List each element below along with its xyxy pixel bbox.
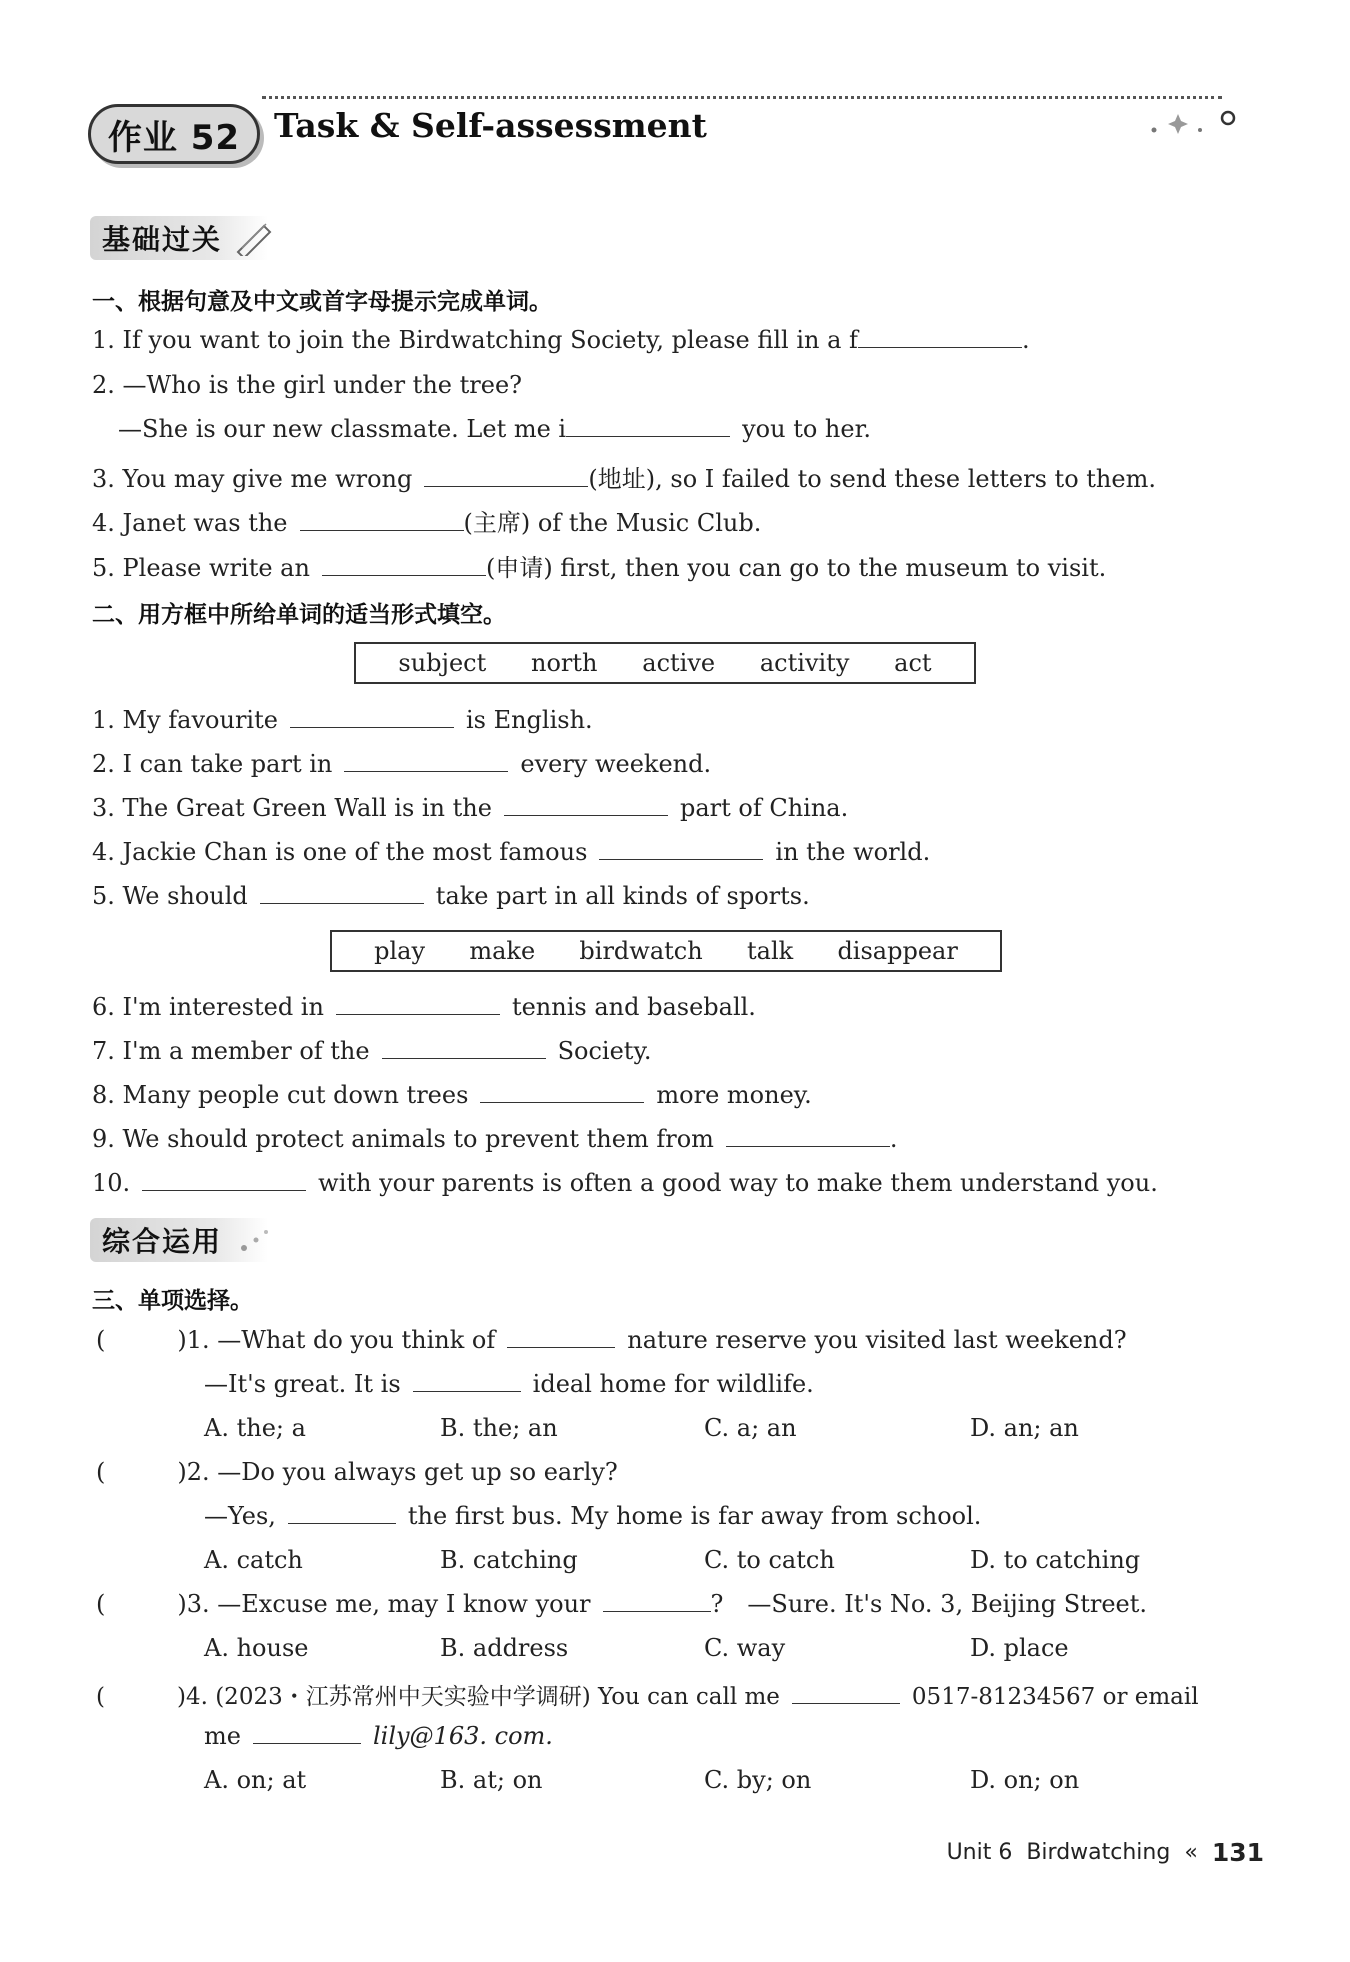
word-box-item: play (374, 937, 426, 965)
mc-question-2: ( )2. —Do you always get up so early? (96, 1458, 618, 1486)
p1-question-4: 4. Janet was the (主席) of the Music Club. (92, 509, 762, 537)
mc-question-4-cont: me lily@163. com. (204, 1722, 553, 1750)
sparkle-trail-icon (234, 1224, 274, 1258)
p1-question-1: 1. If you want to join the Birdwatching Society, please fill in a f . (92, 326, 1030, 354)
answer-blank[interactable] (504, 795, 668, 816)
p2-question-2: 2. I can take part in every weekend. (92, 750, 712, 778)
answer-blank[interactable] (726, 1126, 890, 1147)
answer-blank[interactable] (599, 839, 763, 860)
mc3-option-d[interactable]: D. place (970, 1634, 1069, 1662)
header-dotted-line (262, 96, 1222, 99)
mc-question-2-reply: —Yes, the first bus. My home is far away from school. (204, 1502, 982, 1530)
answer-blank[interactable] (344, 751, 508, 772)
answer-blank[interactable] (288, 1503, 396, 1524)
answer-blank[interactable] (792, 1683, 900, 1704)
p1-question-5: 5. Please write an (申请) first, then you can go to the museum to visit. (92, 554, 1107, 582)
word-box-1 (354, 642, 976, 684)
p2-question-4: 4. Jackie Chan is one of the most famous in the world. (92, 838, 931, 866)
homework-number-badge: 作业 52 (88, 104, 260, 164)
mc2-option-c[interactable]: C. to catch (704, 1546, 835, 1574)
sparkle-icon (1148, 104, 1238, 140)
section-tab-comprehensive (90, 1218, 268, 1262)
p1-question-2: 2. —Who is the girl under the tree? (92, 371, 523, 399)
mc2-option-b[interactable]: B. catching (440, 1546, 578, 1574)
mc2-option-d[interactable]: D. to catching (970, 1546, 1141, 1574)
mc-question-3: ( )3. —Excuse me, may I know your ? —Sure. It's No. 3, Beijing Street. (96, 1590, 1148, 1618)
mc3-option-b[interactable]: B. address (440, 1634, 569, 1662)
mc1-option-a[interactable]: A. the; a (204, 1414, 306, 1442)
mc4-option-c[interactable]: C. by; on (704, 1766, 812, 1794)
answer-blank[interactable] (382, 1038, 546, 1059)
email-address: lily@163. com. (372, 1722, 553, 1750)
answer-blank[interactable] (253, 1723, 361, 1744)
answer-blank[interactable] (566, 416, 730, 437)
p2-question-1: 1. My favourite is English. (92, 706, 593, 734)
word-box-item: act (894, 649, 932, 677)
mc1-option-c[interactable]: C. a; an (704, 1414, 797, 1442)
word-box-item: subject (398, 649, 487, 677)
word-box-item: activity (759, 649, 850, 677)
word-box-item: north (531, 649, 598, 677)
mc4-option-b[interactable]: B. at; on (440, 1766, 543, 1794)
answer-blank[interactable] (322, 555, 486, 576)
answer-blank[interactable] (603, 1591, 711, 1612)
mc1-option-d[interactable]: D. an; an (970, 1414, 1079, 1442)
mc3-option-c[interactable]: C. way (704, 1634, 786, 1662)
page-title: Task & Self-assessment (274, 106, 707, 145)
answer-blank[interactable] (413, 1371, 521, 1392)
page-footer (947, 1838, 1264, 1867)
mc-question-1: ( )1. —What do you think of nature reserve you visited last weekend? (96, 1326, 1127, 1354)
part1-heading: 一、根据句意及中文或首字母提示完成单词。 (92, 289, 552, 315)
word-box-item: active (642, 649, 716, 677)
p1-question-3: 3. You may give me wrong (地址), so I failed to send these letters to them. (92, 465, 1156, 493)
mc1-option-b[interactable]: B. the; an (440, 1414, 558, 1442)
mc4-option-d[interactable]: D. on; on (970, 1766, 1080, 1794)
answer-blank[interactable] (507, 1327, 615, 1348)
section-tab-label: 综合运用 (102, 1225, 223, 1258)
mc4-option-a[interactable]: A. on; at (204, 1766, 307, 1794)
word-box-2 (330, 930, 1002, 972)
mc3-option-a[interactable]: A. house (204, 1634, 309, 1662)
page-number: 131 (1211, 1838, 1264, 1867)
answer-blank[interactable] (336, 994, 500, 1015)
answer-blank[interactable] (290, 707, 454, 728)
p2-question-6: 6. I'm interested in tennis and baseball. (92, 993, 756, 1021)
word-box-item: disappear (837, 937, 958, 965)
word-box-item: talk (746, 937, 794, 965)
mc2-option-a[interactable]: A. catch (204, 1546, 303, 1574)
double-chevron-left-icon: « (1184, 1840, 1198, 1865)
section-tab-basics (90, 216, 268, 260)
footer-unit: Unit 6 (946, 1840, 1013, 1865)
answer-blank[interactable] (260, 883, 424, 904)
p2-question-10: 10. with your parents is often a good way to make them understand you. (92, 1169, 1158, 1197)
part3-heading: 三、单项选择。 (92, 1288, 253, 1314)
word-box-item: make (469, 937, 536, 965)
section-tab-label: 基础过关 (102, 223, 223, 256)
p1-question-2-reply: —She is our new classmate. Let me i you to her. (118, 415, 872, 443)
p2-question-3: 3. The Great Green Wall is in the part of China. (92, 794, 849, 822)
answer-blank[interactable] (300, 510, 464, 531)
answer-blank[interactable] (480, 1082, 644, 1103)
word-box-item: birdwatch (579, 937, 703, 965)
answer-blank[interactable] (424, 466, 588, 487)
p2-question-7: 7. I'm a member of the Society. (92, 1037, 652, 1065)
answer-blank[interactable] (858, 327, 1022, 348)
footer-unit-title: Birdwatching (1026, 1840, 1171, 1865)
p2-question-8: 8. Many people cut down trees more money. (92, 1081, 812, 1109)
mc-question-4: ( )4. (2023・江苏常州中天实验中学调研) You can call me 0517-81234567 or email (96, 1684, 1199, 1710)
answer-blank[interactable] (142, 1170, 306, 1191)
mc-question-1-reply: —It's great. It is ideal home for wildlife. (204, 1370, 814, 1398)
pencil-icon (234, 222, 274, 256)
p2-question-5: 5. We should take part in all kinds of sports. (92, 882, 810, 910)
p2-question-9: 9. We should protect animals to prevent them from . (92, 1125, 898, 1153)
part2-heading: 二、用方框中所给单词的适当形式填空。 (92, 602, 506, 628)
